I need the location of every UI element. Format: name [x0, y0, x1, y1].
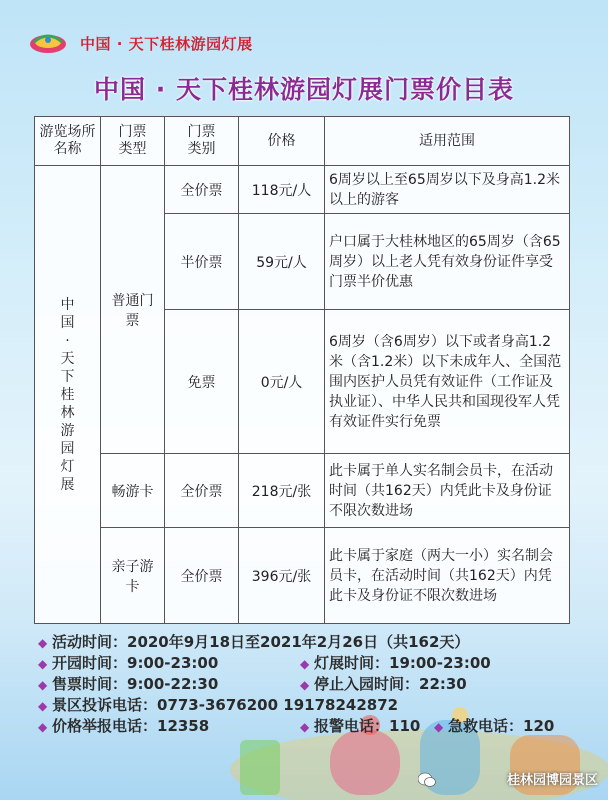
- header-price: 价格: [239, 117, 325, 166]
- table-row: [35, 528, 570, 624]
- scope-cell: 户口属于大桂林地区的65周岁（含65周岁）以上老人凭有效身份证件享受门票半价优惠: [325, 214, 570, 310]
- page-title: 中国 · 天下桂林游园灯展门票价目表: [94, 75, 514, 104]
- header: [0, 0, 608, 64]
- diamond-bullet-icon: ◆: [300, 657, 310, 671]
- info-section: [38, 632, 598, 737]
- header-ticket-type: 门票类型: [101, 117, 165, 166]
- police-phone: 报警电话：110: [314, 717, 421, 735]
- table-header-row: [35, 117, 570, 166]
- ticket-category-cell: 全价票: [165, 528, 239, 624]
- ticket-type-cell: 普通门票: [101, 166, 165, 454]
- price-cell: 118元/人: [239, 166, 325, 214]
- phones-row: [38, 716, 598, 737]
- open-time: 开园时间：9:00-23:00: [52, 654, 219, 672]
- wechat-icon: [418, 772, 436, 788]
- header-venue: 游览场所名称: [35, 117, 101, 166]
- ticket-hours-row: [38, 674, 598, 695]
- price-cell: 218元/张: [239, 454, 325, 528]
- table-row: [35, 166, 570, 214]
- table-row: [35, 454, 570, 528]
- ticket-type-cell: 亲子游卡: [101, 528, 165, 624]
- scope-cell: 6周岁以上至65周岁以下及身高1.2米以上的游客: [325, 166, 570, 214]
- scope-cell: 此卡属于单人实名制会员卡，在活动时间（共162天）内凭此卡及身份证不限次数进场: [325, 454, 570, 528]
- header-scope: 适用范围: [325, 117, 570, 166]
- diamond-bullet-icon: ◆: [38, 678, 48, 692]
- ticket-category-cell: 免票: [165, 310, 239, 454]
- diamond-bullet-icon: ◆: [38, 699, 48, 713]
- ticket-time: 售票时间：9:00-22:30: [52, 675, 219, 693]
- watermark: 桂林园博园景区: [506, 773, 598, 788]
- price-cell: 396元/张: [239, 528, 325, 624]
- ticket-type-cell: 畅游卡: [101, 454, 165, 528]
- diamond-bullet-icon: ◆: [38, 720, 48, 734]
- activity-time: 活动时间：2020年9月18日至2021年2月26日（共162天）: [52, 633, 470, 651]
- scope-cell: 6周岁（含6周岁）以下或者身高1.2米（含1.2米）以下未成年人、全国范围内医护人员凭有效证件（工作证及执业证）、中华人民共和国现役军人凭有效证件实行免票: [325, 310, 570, 454]
- diamond-bullet-icon: ◆: [38, 657, 48, 671]
- price-table: [34, 116, 570, 624]
- ticket-category-cell: 全价票: [165, 166, 239, 214]
- diamond-bullet-icon: ◆: [434, 720, 444, 734]
- hours-row: [38, 653, 598, 674]
- diamond-bullet-icon: ◆: [38, 636, 48, 650]
- festival-logo-icon: [28, 28, 68, 56]
- emergency-phone: 急救电话：120: [448, 717, 555, 735]
- ticket-category-cell: 半价票: [165, 214, 239, 310]
- complaint-phone: 景区投诉电话：0773-3676200 19178242872: [52, 696, 399, 714]
- brand-title: 中国 · 天下桂林游园灯展: [80, 35, 253, 53]
- activity-time-row: [38, 632, 598, 653]
- diamond-bullet-icon: ◆: [300, 678, 310, 692]
- scope-cell: 此卡属于家庭（两大一小）实名制会员卡，在活动时间（共162天）内凭此卡及身份证不限次数进场: [325, 528, 570, 624]
- ticket-category-cell: 全价票: [165, 454, 239, 528]
- stop-entry-time: 停止入园时间：22:30: [314, 675, 467, 693]
- price-report-phone: 价格举报电话：12358: [52, 717, 210, 735]
- header-ticket-category: 门票类别: [165, 117, 239, 166]
- price-cell: 59元/人: [239, 214, 325, 310]
- price-cell: 0元/人: [239, 310, 325, 454]
- diamond-bullet-icon: ◆: [300, 720, 310, 734]
- venue-cell: 中国 · 天下桂林游园灯展: [35, 166, 101, 624]
- complaint-row: [38, 695, 598, 716]
- lantern-time: 灯展时间：19:00-23:00: [314, 654, 491, 672]
